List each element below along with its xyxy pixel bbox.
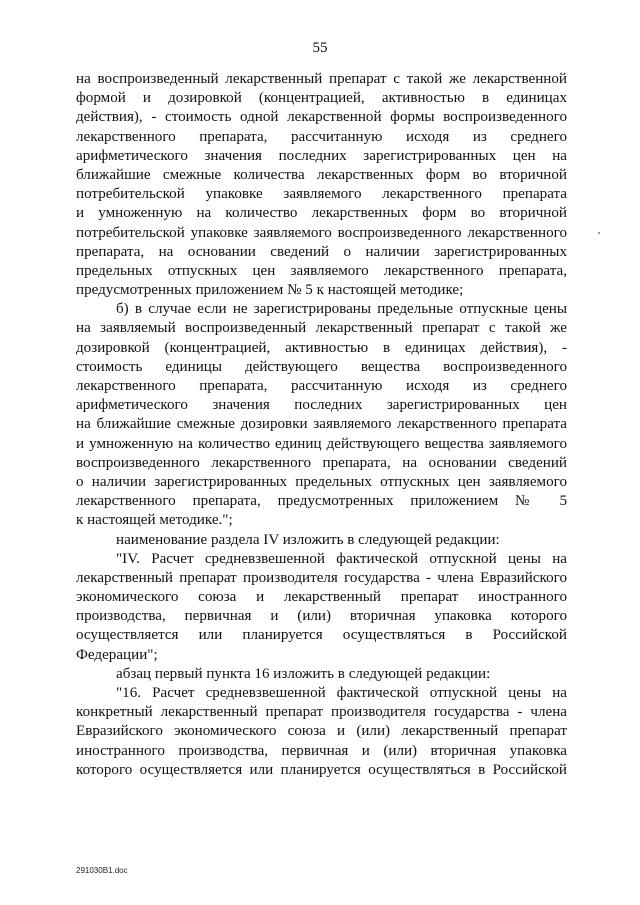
text-line: стоимость единицы действующего вещества воспроизведенного: [76, 358, 567, 375]
text-line: лекарственного препарата, рассчитанную исходя из среднего: [76, 128, 567, 145]
text-line: к настоящей методике.";: [76, 512, 233, 529]
text-line: дозировкой (концентрацией, активностью в единицах действия), -: [76, 339, 567, 356]
text-line: лекарственного препарата, предусмотренных приложением № 5: [76, 493, 567, 510]
page-number: 55: [312, 40, 328, 56]
text-line: воспроизведенного лекарственного препарата, на основании сведений: [76, 454, 567, 471]
text-line: препарата, на основании сведений о наличии зарегистрированных: [76, 243, 567, 260]
text-line: на ближайшие смежные дозировки заявляемого лекарственного препарата: [76, 416, 567, 433]
text-line: и умноженную на количество лекарственных форм во вторичной: [76, 205, 567, 222]
text-line: абзац первый пункта 16 изложить в следующей редакции:: [116, 665, 491, 682]
text-line: "IV. Расчет средневзвешенной фактической отпускной цены на: [116, 550, 567, 567]
text-line: Федерации";: [76, 646, 158, 663]
text-line: Евразийского экономического союза и (или) лекарственный препарат: [76, 723, 567, 740]
text-line: которого осуществляется или планируется осуществляться в Российской: [76, 761, 567, 778]
text-line: арифметического значения последних зарегистрированных цен на: [76, 147, 567, 164]
text-line: производства, первичная и (или) вторичная упаковка которого: [76, 608, 567, 625]
text-line: ближайшие смежные количества лекарственных форм во вторичной: [76, 166, 567, 183]
text-line: и умноженную на количество единиц действующего вещества заявляемого: [76, 435, 567, 452]
text-line: на заявляемый воспроизведенный лекарственный препарат с такой же: [76, 320, 567, 337]
text-line: лекарственного препарата, рассчитанную исходя из среднего: [76, 378, 567, 394]
text-line: иностранного производства, первичная и (или) вторичная упаковка: [76, 742, 567, 759]
text-line: формой и дозировкой (концентрацией, активностью в единицах: [76, 90, 567, 107]
text-line: о наличии зарегистрированных предельных отпускных цен заявляемого: [76, 473, 567, 490]
text-line: потребительской упаковке заявляемого лекарственного препарата: [76, 186, 567, 203]
text-line: "16. Расчет средневзвешенной фактической отпускной цены на: [116, 685, 567, 701]
text-line: наименование раздела IV изложить в следующей редакции:: [116, 531, 500, 548]
document-file-reference: 291030В1.doc: [76, 866, 128, 875]
document-body: [76, 70, 567, 780]
text-line: б) в случае если не зарегистрированы предельные отпускные цены: [116, 301, 567, 318]
text-line: осуществляется или планируется осуществляться в Российской: [76, 627, 567, 644]
text-line: экономического союза и лекарственный препарат иностранного: [76, 589, 567, 606]
text-line: лекарственный препарат производителя государства - члена Евразийского: [76, 569, 567, 586]
text-line: конкретный лекарственный препарат производителя государства - члена: [76, 704, 567, 721]
scan-speck: [598, 232, 600, 234]
text-line: на воспроизведенный лекарственный препарат с такой же лекарственной: [76, 71, 567, 87]
text-line: арифметического значения последних зарегистрированных цен: [76, 397, 567, 414]
text-line: предусмотренных приложением № 5 к настоящей методике;: [76, 282, 464, 299]
text-line: предельных отпускных цен заявляемого лекарственного препарата,: [76, 262, 567, 279]
text-line: действия), - стоимость одной лекарственной формы воспроизведенного: [76, 109, 567, 126]
text-line: потребительской упаковке заявляемого воспроизведенного лекарственного: [76, 224, 567, 241]
